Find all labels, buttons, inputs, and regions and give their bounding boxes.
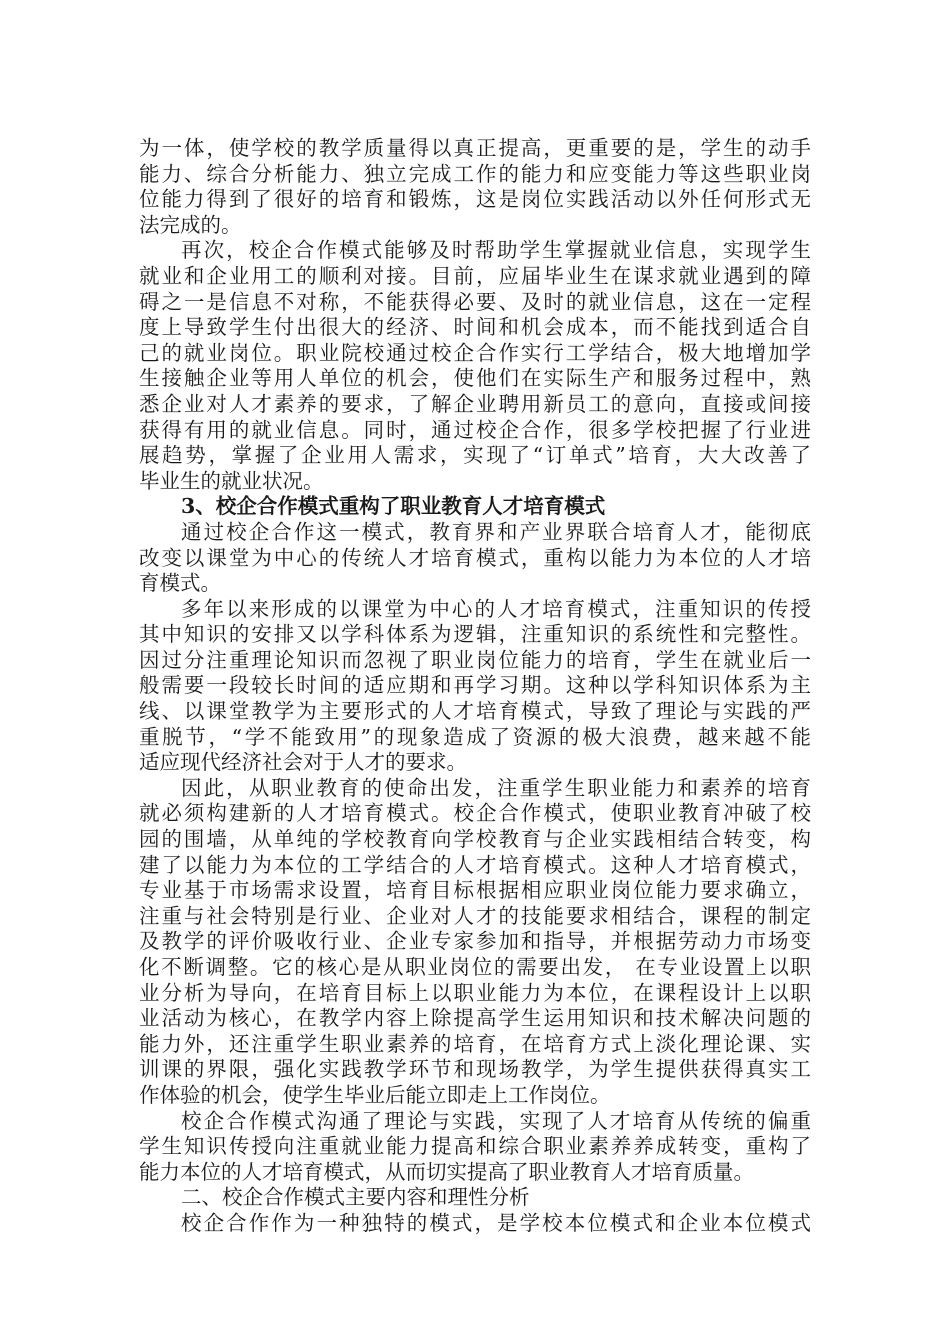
text-line: 获得有用的就业信息。同时，通过校企合作，很多学校把握了行业进 [139, 417, 811, 442]
text-line: 改变以课堂为中心的传统人才培育模式，重构以能力为本位的人才培 [139, 545, 811, 570]
text-line: 因过分注重理论知识而忽视了职业岗位能力的培育，学生在就业后一 [139, 647, 811, 672]
text-line: 能力、综合分析能力、独立完成工作的能力和应变能力等这些职业岗 [139, 161, 811, 186]
text-line: 建了以能力为本位的工学结合的人才培育模式。这种人才培育模式， [139, 852, 811, 877]
text-line: 训课的界限，强化实践教学环节和现场教学，为学生提供获得真实工 [139, 1057, 811, 1082]
text-line: 线、以课堂教学为主要形式的人才培育模式，导致了理论与实践的严 [139, 699, 811, 724]
text-line: 校企合作模式沟通了理论与实践，实现了人才培育从传统的偏重 [181, 1108, 811, 1133]
text-line: 悉企业对人才素养的要求，了解企业聘用新员工的意向，直接或间接 [139, 391, 811, 416]
text-line: 专业基于市场需求设置，培育目标根据相应职业岗位能力要求确立， [139, 878, 811, 903]
text-line: 二、校企合作模式主要内容和理性分析 [181, 1185, 530, 1210]
text-line: 及教学的评价吸收行业、企业专家参加和指导，并根据劳动力市场变 [139, 929, 811, 954]
text-line: 育模式。 [139, 571, 221, 596]
text-line: 生接触企业等用人单位的机会，使他们在实际生产和服务过程中，熟 [139, 366, 811, 391]
text-line: 己的就业岗位。职业院校通过校企合作实行工学结合，极大地增加学 [139, 340, 811, 365]
text-line: 就业和企业用工的顺利对接。目前，应届毕业生在谋求就业遇到的障 [139, 263, 811, 288]
text-line: 业分析为导向，在培育目标上以职业能力为本位，在课程设计上以职 [139, 980, 811, 1005]
text-line: 因此，从职业教育的使命出发，注重学生职业能力和素养的培育 [181, 775, 811, 800]
text-line: 通过校企合作这一模式，教育界和产业界联合培育人才，能彻底 [181, 519, 811, 544]
text-line: 园的围墙，从单纯的学校教育向学校教育与企业实践相结合转变，构 [139, 827, 811, 852]
text-line: 注重与社会特别是行业、企业对人才的技能要求相结合，课程的制定 [139, 903, 811, 928]
text-line: 学生知识传授向注重就业能力提高和综合职业素养养成转变，重构了 [139, 1134, 811, 1159]
text-line: 毕业生的就业状况。 [139, 468, 324, 493]
text-line: 度上导致学生付出很大的经济、时间和机会成本，而不能找到适合自 [139, 315, 811, 340]
text-line: 碍之一是信息不对称，不能获得必要、及时的就业信息，这在一定程 [139, 289, 811, 314]
text-line: 校企合作作为一种独特的模式，是学校本位模式和企业本位模式 [181, 1210, 811, 1235]
text-line: 作体验的机会，使学生毕业后能立即走上工作岗位。 [139, 1082, 611, 1107]
text-line: 能力外，还注重学生职业素养的培育，在培育方式上淡化理论课、实 [139, 1031, 811, 1056]
text-line: 多年以来形成的以课堂为中心的人才培育模式，注重知识的传授 [181, 596, 811, 621]
text-line: 其中知识的安排又以学科体系为逻辑，注重知识的系统性和完整性。 [139, 622, 811, 647]
text-line: 适应现代经济社会对于人才的要求。 [139, 750, 467, 775]
text-line: 为一体，使学校的教学质量得以真正提高，更重要的是，学生的动手 [139, 136, 811, 160]
text-line: 就必须构建新的人才培育模式。校企合作模式，使职业教育冲破了校 [139, 801, 811, 826]
text-line: 重脱节，“学不能致用”的现象造成了资源的极大浪费，越来越不能 [139, 724, 811, 749]
text-line: 展趋势，掌握了企业用人需求，实现了“订单式”培育，大大改善了 [139, 443, 811, 468]
text-line: 般需要一段较长时间的适应期和再学习期。这种以学科知识体系为主 [139, 673, 811, 698]
text-line: 位能力得到了很好的培育和锻炼，这是岗位实践活动以外任何形式无 [139, 187, 811, 212]
document-body [139, 136, 811, 1237]
text-line: 业活动为核心，在教学内容上除提高学生运用知识和技术解决问题的 [139, 1006, 811, 1031]
text-line: 再次，校企合作模式能够及时帮助学生掌握就业信息，实现学生 [181, 238, 811, 263]
section-heading-line: 3、校企合作模式重构了职业教育人才培育模式 [181, 494, 606, 519]
text-line: 能力本位的人才培育模式，从而切实提高了职业教育人才培育质量。 [139, 1159, 754, 1184]
text-line: 法完成的。 [139, 212, 242, 237]
text-line: 化不断调整。它的核心是从职业岗位的需要出发， 在专业设置上以职 [139, 955, 811, 979]
